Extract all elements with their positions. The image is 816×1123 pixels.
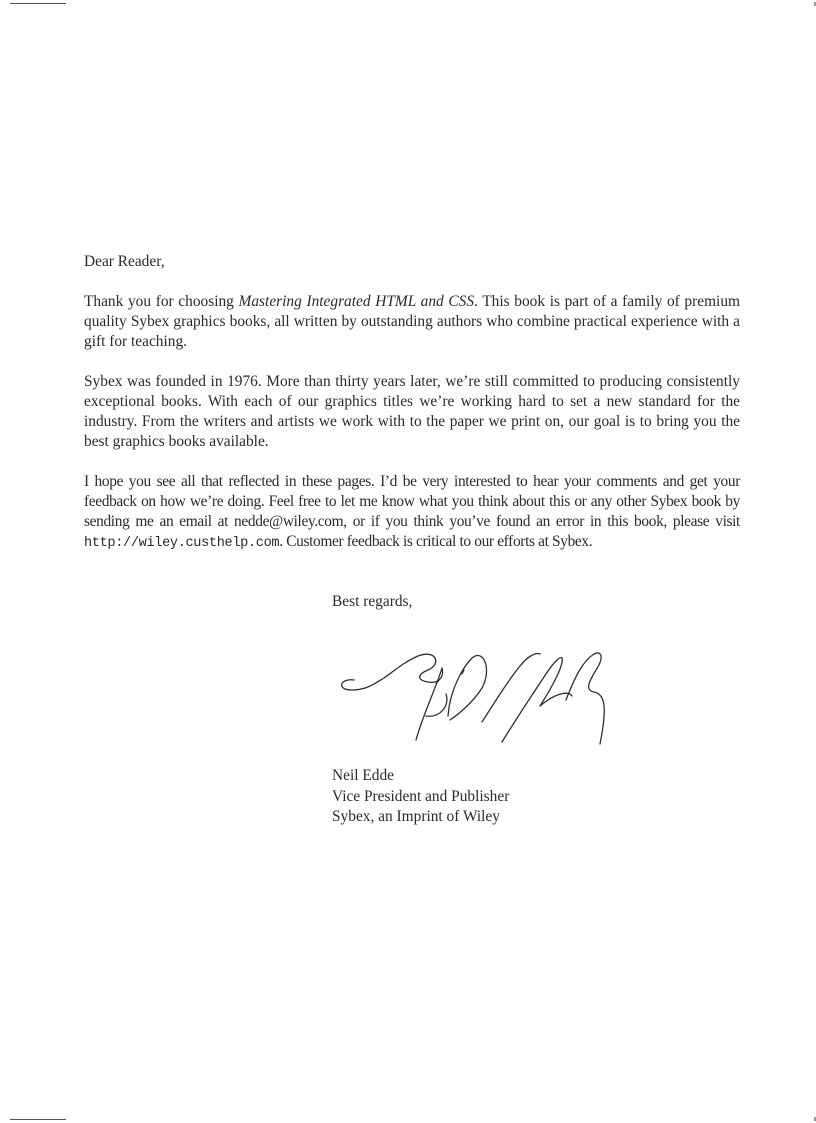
signer-name: Neil Edde — [332, 767, 394, 784]
crop-mark-bottom — [10, 1119, 66, 1120]
signer-company: Sybex, an Imprint of Wiley — [332, 808, 500, 825]
letter-body — [84, 252, 740, 574]
book-title: Mastering Integrated HTML and CSS — [238, 293, 475, 310]
feedback-text-end: . Customer feedback is critical to our efforts at Sybex. — [279, 533, 593, 550]
closing: Best regards, — [332, 593, 413, 610]
feedback-text-start: I hope you see all that reflected in these pages. I’d be very interested to hear your comments and get your feedback on how we’re doing. Feel free to let me know what you think about this or any other Sybex book by sending me an email at nedde@wiley.com, or if you think you’ve found an error in this book, please visit — [84, 473, 740, 530]
paragraph-feedback — [84, 472, 740, 554]
intro-text-start: Thank you for choosing — [84, 293, 239, 310]
salutation: Dear Reader, — [84, 253, 165, 270]
signature-block — [332, 766, 509, 828]
paragraph-intro — [84, 292, 740, 352]
crop-mark-top — [10, 3, 66, 4]
handwritten-signature — [332, 640, 622, 750]
intro-text-end: . This book is part of a family of premium quality Sybex graphics books, all written by outstanding authors who combine practical experience with a gift for teaching. — [84, 293, 740, 350]
signer-title: Vice President and Publisher — [332, 787, 510, 805]
support-url-link[interactable]: http://wiley.custhelp.com — [84, 536, 280, 551]
paragraph-history: Sybex was founded in 1976. More than thirty years later, we’re still committed to producing consistently exceptional books. With each of our graphics titles we’re working hard to set a new standard for the industry. From the writers and artists we work with to the paper we print on, our goal is to bring you the best graphics books available. — [84, 373, 740, 450]
